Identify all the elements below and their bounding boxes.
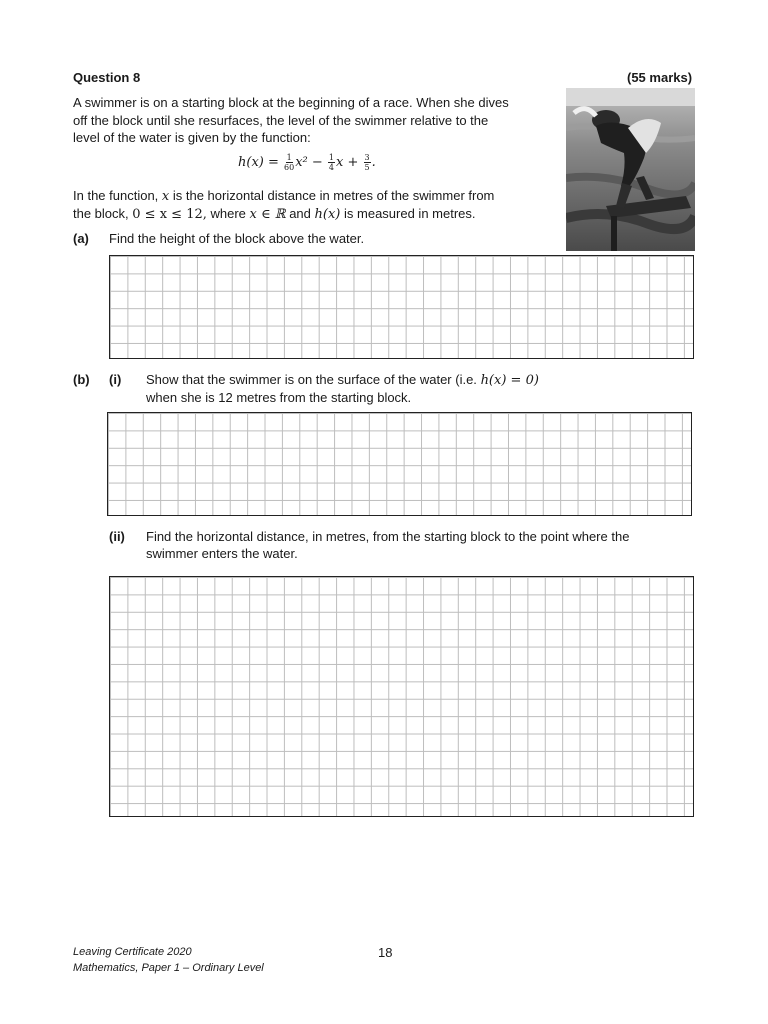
- part-a-label: (a): [73, 231, 89, 246]
- part-b-i-line-1: Show that the swimmer is on the surface of the water (i.e. h(x) = 0): [146, 372, 539, 388]
- answer-box-b-i[interactable]: [107, 412, 692, 516]
- fraction-3: $\frac{3}{5}$: [364, 153, 370, 172]
- intro-line-2: off the block until she resurfaces, the level of the swimmer relative to the: [73, 113, 489, 128]
- part-b-label: (b): [73, 372, 90, 387]
- footer-exam: Leaving Certificate 2020: [73, 946, 192, 958]
- part-b-ii-line-2: swimmer enters the water.: [146, 546, 298, 561]
- fraction-1: $\frac{1}{60}$: [284, 153, 295, 172]
- function-lhs: h(x) =: [238, 155, 279, 170]
- intro-line-3: level of the water is given by the function:: [73, 130, 311, 145]
- function-term-1: x² −: [295, 155, 323, 170]
- page-number: 18: [378, 945, 393, 960]
- intro-line-1: A swimmer is on a starting block at the beginning of a race. When she dives: [73, 95, 509, 110]
- answer-box-a[interactable]: [109, 255, 694, 359]
- footer-paper: Mathematics, Paper 1 – Ordinary Level: [73, 962, 264, 974]
- answer-box-b-ii[interactable]: [109, 576, 694, 817]
- swimmer-photo: [566, 88, 695, 251]
- fraction-2: $\frac{1}{4}$: [328, 153, 335, 172]
- part-b-i-label: (i): [109, 372, 122, 387]
- question-title: Question 8: [73, 70, 141, 85]
- marks-label: (55 marks): [627, 70, 693, 85]
- part-b-ii-label: (ii): [109, 529, 125, 544]
- domain-line-2: the block, 0 ≤ x ≤ 12, where x ∈ ℝ and h(x) is measured in metres.: [73, 206, 476, 222]
- part-b-i-line-2: when she is 12 metres from the starting block.: [146, 390, 412, 405]
- function-tail: .: [371, 155, 376, 170]
- function-term-2: x +: [336, 155, 359, 170]
- part-b-ii-line-1: Find the horizontal distance, in metres, from the starting block to the point where the: [146, 529, 630, 544]
- function-formula: [238, 153, 376, 172]
- part-a-text: Find the height of the block above the water.: [109, 231, 365, 246]
- swimmer-illustration: [566, 88, 695, 251]
- domain-line-1: In the function, x is the horizontal distance in metres of the swimmer from: [73, 188, 495, 204]
